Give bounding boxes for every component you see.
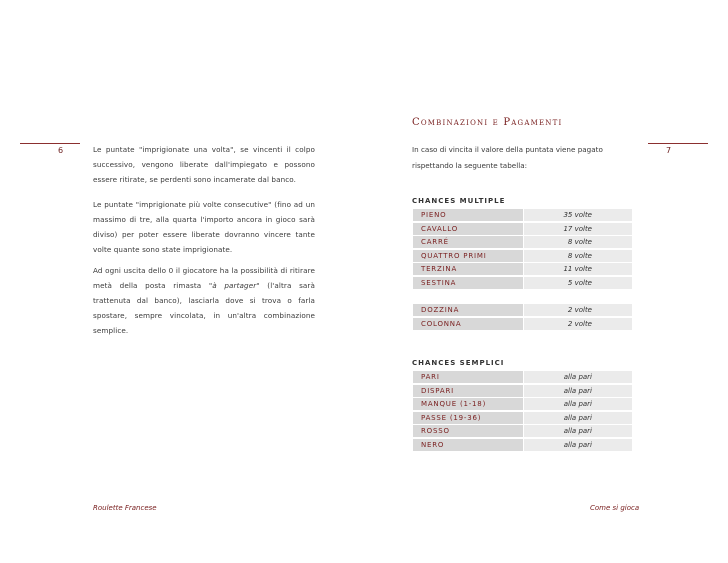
row-label: QUATTRO PRIMI <box>413 250 523 262</box>
row-label: ROSSO <box>413 425 523 437</box>
table-row <box>413 439 632 451</box>
row-value: 2 volte <box>524 318 632 330</box>
row-value: alla pari <box>524 439 632 451</box>
row-label: PARI <box>413 371 523 383</box>
table-row <box>413 250 632 262</box>
multiple-table-2 <box>413 304 632 331</box>
simple-table <box>413 371 632 453</box>
paragraph-3-end: (l'altra sarà trattenuta dal banco), lasciarla dove si trova o farla spostare, sempre vincolata, in un'altra combinazione semplice. <box>93 281 315 335</box>
paragraph-3-start: Ad ogni uscita dello 0 il giocatore ha la possibilità di ritirare metà della posta rimasta <box>93 266 315 290</box>
left-page-number: 6 <box>58 146 64 155</box>
row-label: DISPARI <box>413 385 523 397</box>
row-value: alla pari <box>524 425 632 437</box>
row-value: alla pari <box>524 412 632 424</box>
row-label: PIENO <box>413 209 523 221</box>
row-value: 8 volte <box>524 250 632 262</box>
row-label: DOZZINA <box>413 304 523 316</box>
row-value: alla pari <box>524 385 632 397</box>
row-label: COLONNA <box>413 318 523 330</box>
table-row <box>413 263 632 275</box>
simple-title: CHANCES SEMPLICI <box>412 359 505 367</box>
right-page-number: 7 <box>666 146 672 155</box>
right-top-rule <box>648 143 708 144</box>
row-value: 8 volte <box>524 236 632 248</box>
table-row <box>413 277 632 289</box>
row-value: 17 volte <box>524 223 632 235</box>
row-label: CAVALLO <box>413 223 523 235</box>
row-label: CARRÉ <box>413 236 523 248</box>
row-value: 35 volte <box>524 209 632 221</box>
right-footer: Come si gioca <box>590 504 640 512</box>
row-label: MANQUE (1-18) <box>413 398 523 410</box>
table-row <box>413 385 632 397</box>
table-row <box>413 318 632 330</box>
table-row <box>413 236 632 248</box>
table-row <box>413 425 632 437</box>
table-row <box>413 209 632 221</box>
paragraph-3-italic: "à partager" <box>208 281 260 290</box>
section-heading: Combinazioni e Pagamenti <box>412 117 563 128</box>
table-row <box>413 371 632 383</box>
row-label: SESTINA <box>413 277 523 289</box>
multiple-table <box>413 209 632 291</box>
left-footer: Roulette Francese <box>93 504 157 512</box>
intro-text: In caso di vincita il valore della puntata viene pagato rispettando la seguente tabella: <box>412 145 603 170</box>
paragraph-3 <box>93 263 315 338</box>
table-row <box>413 412 632 424</box>
paragraph-2: Le puntate "imprigionate più volte consecutive" (fino ad un massimo di tre, alla quarta l'importo ancora in gioco sarà diviso) per poter essere liberate dovranno vincere tante volte quante sono state imprigionate. <box>93 200 315 254</box>
row-value: 11 volte <box>524 263 632 275</box>
row-value: 2 volte <box>524 304 632 316</box>
table-row <box>413 223 632 235</box>
row-label: NERO <box>413 439 523 451</box>
row-value: alla pari <box>524 371 632 383</box>
row-label: TERZINA <box>413 263 523 275</box>
table-row <box>413 398 632 410</box>
multiple-title: CHANCES MULTIPLE <box>412 197 506 205</box>
row-value: 5 volte <box>524 277 632 289</box>
left-top-rule <box>20 143 80 144</box>
row-label: PASSE (19-36) <box>413 412 523 424</box>
paragraph-1: Le puntate "imprigionate una volta", se vincenti il colpo successivo, vengono liberate dall'impiegato e possono essere ritirate, se perdenti sono incamerate dal banco. <box>93 145 315 184</box>
row-value: alla pari <box>524 398 632 410</box>
table-row <box>413 304 632 316</box>
